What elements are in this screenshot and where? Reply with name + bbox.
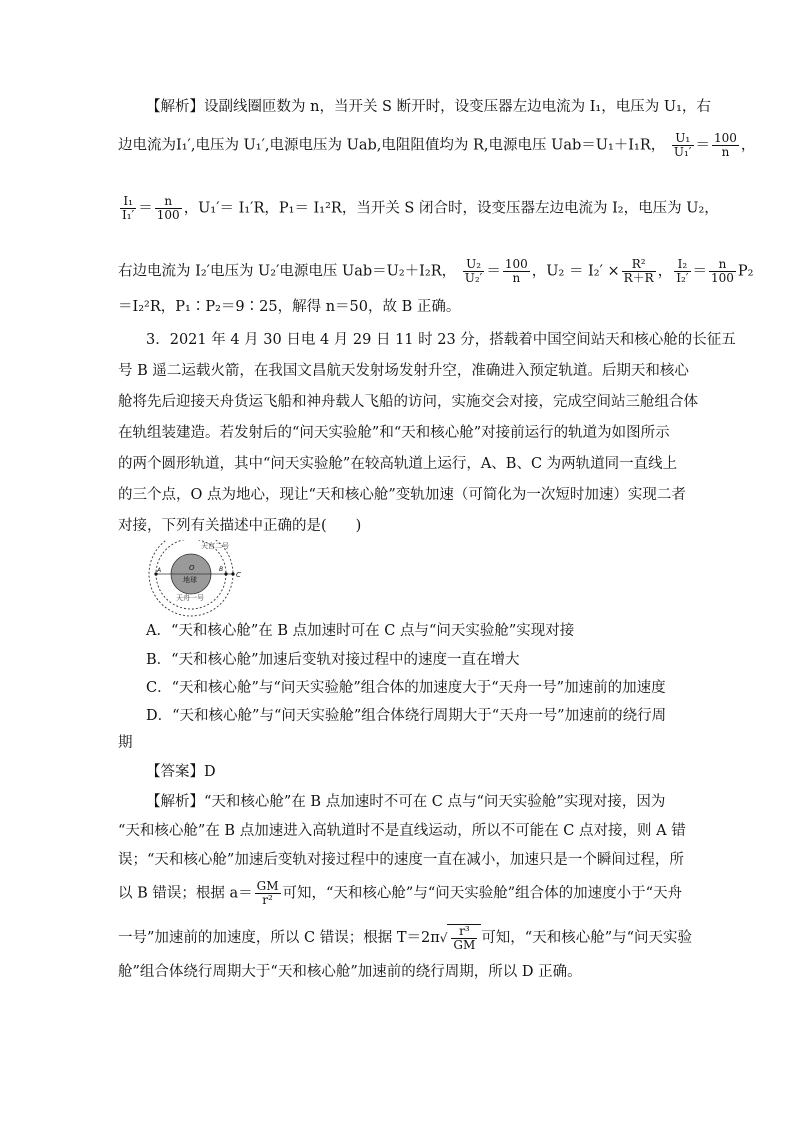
analysis2-line4-text: 以 B 错误；根据 a＝ [118,885,253,902]
analysis2-line4 [118,879,683,907]
frac-den: r² [262,893,273,907]
frac-num: R² [622,258,656,272]
frac-den: I₁′ [122,208,135,222]
fraction-u2-over-u2p [463,258,485,285]
fraction-n-over-100 [155,195,182,222]
frac-den: 100 [711,271,734,285]
frac-num: n [155,195,182,209]
analysis1-line5: ＝I₂²R，P₁∶P₂＝9∶25，解得 n＝50，故 B 正确。 [118,299,461,315]
analysis1-line2-text: 边电流为I₁′,电压为 U₁′,电源电压为 Uab,电阻阻值均为 R,电源电压 Uab＝U₁＋I₁R， [118,137,666,154]
equals-sign: ＝ [486,263,501,280]
option-b: B．“天和核心舱”加速后变轨对接过程中的速度一直在增大 [146,652,520,668]
frac-den: GM [453,938,476,952]
analysis1-line3-text: ，U₁′＝ I₁′R，P₁＝ I₁²R，当开关 S 闭合时，设变压器左边电流为 I₂，电压为 U₂， [183,200,719,217]
analysis1-line4-text: 右边电流为 I₂′电压为 U₂′电源电压 Uab＝U₂＋I₂R， [118,263,457,280]
frac-den: U₂′ [464,271,483,285]
equals-sign: ＝ [695,137,710,154]
label-bottom: 天舟一号 [176,594,204,602]
analysis1-line3 [118,194,719,222]
analysis2-line5-text: 一号”加速前的加速度，所以 C 错误；根据 T＝2π [118,930,440,946]
orbit-figure [146,540,250,620]
analysis2-line1: 【解析】“天和核心舱”在 B 点加速时不可在 C 点与“问天实验舱”实现对接，因为 [146,794,666,810]
analysis2-line2: “天和核心舱”在 B 点加速进入高轨道时不是直线运动，所以不可能在 C 点对接，则 A 错 [118,823,686,839]
frac-den: U₁′ [673,145,692,159]
comma: ， [657,263,673,280]
analysis1-line4-mid: ，U₂ ＝ I₂′ × [531,263,620,280]
question-line2: 号 B 遥二运载火箭，在我国文昌航天发射场发射升空，准确进入预定轨道。后期天和核心 [118,363,689,379]
frac-den: 100 [156,208,180,222]
analysis1-line4-end: P₂ [737,263,754,280]
label-a: A [157,567,162,574]
question-line1: 3．2021 年 4 月 30 日电 4 月 29 日 11 时 23 分，搭载着中国空间站天和核心舱的长征五 [146,332,736,348]
frac-num: 100 [714,131,737,145]
question-line4: 在轨组装建造。若发射后的“问天实验舱”和“天和核心舱”对接前运行的轨道为如图所示 [118,425,670,441]
frac-num: I₁ [120,195,136,209]
frac-den: I₂′ [676,271,689,285]
label-earth: 地球 [183,576,197,584]
frac-num: U₂ [463,258,485,272]
answer: 【答案】D [146,764,216,780]
equals-sign: ＝ [692,263,707,280]
fraction-100-over-n [712,132,739,159]
sqrt-r3-over-gm: √ $\frac{\text{r³}}{GM}$ [440,924,482,952]
label-c: C [236,571,241,579]
fraction-r3-over-gm [451,925,477,952]
point-b [224,572,227,575]
option-d-line2: 期 [118,735,133,751]
analysis1-line2 [118,131,756,159]
frac-num: U₁ [672,132,694,146]
question-line3: 舱将先后迎接天舟货运飞船和神舟载人飞船的访问，实施交会对接，完成空间站三舱组合体 [118,394,698,410]
label-o: O [189,564,195,572]
fraction-i1-over-i1p [120,195,136,222]
frac-num: 100 [504,257,528,271]
analysis2-line6: 舱”组合体绕行周期大于“天和核心舱”加速前的绕行周期，所以 D 正确。 [118,964,582,980]
analysis2-line3: 误；“天和核心舱”加速后变轨对接过程中的速度一直在减小，加速只是一个瞬间过程，所 [118,852,684,868]
frac-num: I₂ [674,258,690,272]
point-c [231,572,234,575]
label-top: 天宫二号 [201,542,229,550]
option-a: A．“天和核心舱”在 B 点加速时可在 C 点与“问天实验舱”实现对接 [146,623,575,639]
analysis2-line4-end: 可知，“天和核心舱”与“问天实验舱”组合体的加速度小于“天舟 [282,885,683,902]
frac-den: n [721,145,730,159]
fraction-100-over-n-2 [503,258,530,285]
question-line7: 对接，下列有关描述中正确的是( ) [118,518,362,534]
question-line5: 的两个圆形轨道，其中“问天实验舱”在较高轨道上运行，A、B、C 为两轨道同一直线上 [118,456,678,472]
fraction-gm-over-r2 [255,880,281,907]
frac-num: n [709,258,736,272]
fraction-i2-over-i2p [674,258,690,285]
analysis2-line5 [118,924,693,952]
analysis1-line1: 【解析】设副线圈匝数为 n，当开关 S 断开时，设变压器左边电流为 I₁，电压为 U₁，右 [146,99,711,115]
question-line6: 的三个点，O 点为地心，现让“天和核心舱”变轨加速（可简化为一次短时加速）实现二者 [118,487,686,503]
label-b: B [219,566,224,573]
fraction-u1-over-u1p [672,132,694,159]
frac-num: GM [256,879,279,893]
fraction-n-over-100-2 [709,258,736,285]
option-d-line1: D．“天和核心舱”与“问天实验舱”组合体绕行周期大于“天舟一号”加速前的绕行周 [146,708,667,724]
option-c: C．“天和核心舱”与“问天实验舱”组合体的加速度大于“天舟一号”加速前的加速度 [146,680,666,696]
analysis1-line4 [118,257,754,285]
frac-den: R＋R [623,271,654,285]
frac-num: r³ [451,925,477,939]
comma: ， [740,137,756,154]
fraction-r2-over-2r [622,258,656,285]
analysis2-line5-end: 可知，“天和核心舱”与“问天实验 [481,930,693,946]
frac-den: n [512,271,521,285]
equals-sign: ＝ [138,200,153,217]
